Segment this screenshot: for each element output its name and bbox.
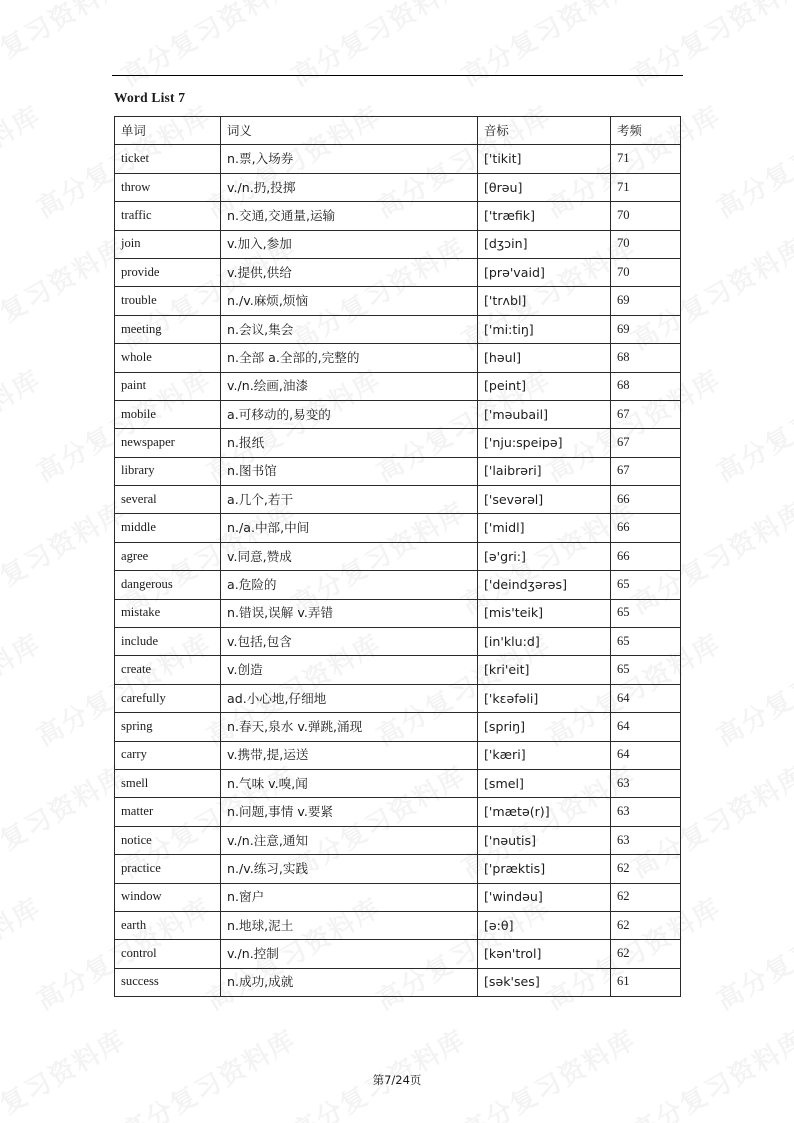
cell-frequency: 65 xyxy=(611,599,681,627)
cell-word: mobile xyxy=(115,400,221,428)
cell-frequency: 71 xyxy=(611,145,681,173)
cell-word: meeting xyxy=(115,315,221,343)
cell-phonetic: [həul] xyxy=(478,344,611,372)
cell-phonetic: [smel] xyxy=(478,769,611,797)
cell-frequency: 67 xyxy=(611,429,681,457)
table-row xyxy=(115,173,681,201)
cell-meaning: n.问题,事情 v.要紧 xyxy=(221,798,478,826)
cell-meaning: v./n.扔,投掷 xyxy=(221,173,478,201)
cell-word: middle xyxy=(115,514,221,542)
table-row xyxy=(115,684,681,712)
table-row xyxy=(115,656,681,684)
cell-word: join xyxy=(115,230,221,258)
cell-meaning: v./n.注意,通知 xyxy=(221,826,478,854)
cell-word: paint xyxy=(115,372,221,400)
cell-phonetic: ['nəutis] xyxy=(478,826,611,854)
cell-word: traffic xyxy=(115,202,221,230)
cell-word: smell xyxy=(115,769,221,797)
header-rule xyxy=(112,75,683,76)
table-row xyxy=(115,344,681,372)
cell-phonetic: ['tikit] xyxy=(478,145,611,173)
cell-phonetic: ['kæri] xyxy=(478,741,611,769)
cell-word: practice xyxy=(115,855,221,883)
cell-meaning: v.携带,提,运送 xyxy=(221,741,478,769)
cell-meaning: n.春天,泉水 v.弹跳,涌现 xyxy=(221,713,478,741)
table-row xyxy=(115,287,681,315)
table-row xyxy=(115,968,681,996)
table-row xyxy=(115,911,681,939)
table-row xyxy=(115,400,681,428)
column-header-phonetic: 音标 xyxy=(478,117,611,145)
cell-frequency: 66 xyxy=(611,514,681,542)
column-header-word: 单词 xyxy=(115,117,221,145)
cell-word: mistake xyxy=(115,599,221,627)
cell-frequency: 62 xyxy=(611,855,681,883)
table-row xyxy=(115,202,681,230)
cell-word: trouble xyxy=(115,287,221,315)
cell-phonetic: ['trʌbl] xyxy=(478,287,611,315)
cell-meaning: n./a.中部,中间 xyxy=(221,514,478,542)
cell-meaning: n.票,入场券 xyxy=(221,145,478,173)
table-row xyxy=(115,571,681,599)
cell-phonetic: ['sevərəl] xyxy=(478,486,611,514)
table-row xyxy=(115,145,681,173)
cell-meaning: n./v.练习,实践 xyxy=(221,855,478,883)
column-header-frequency: 考频 xyxy=(611,117,681,145)
cell-phonetic: ['məubail] xyxy=(478,400,611,428)
cell-meaning: n.窗户 xyxy=(221,883,478,911)
cell-word: newspaper xyxy=(115,429,221,457)
cell-meaning: n./v.麻烦,烦恼 xyxy=(221,287,478,315)
cell-word: dangerous xyxy=(115,571,221,599)
cell-word: carry xyxy=(115,741,221,769)
cell-meaning: a.危险的 xyxy=(221,571,478,599)
cell-phonetic: [peint] xyxy=(478,372,611,400)
table-row xyxy=(115,372,681,400)
cell-frequency: 68 xyxy=(611,344,681,372)
cell-frequency: 63 xyxy=(611,769,681,797)
cell-meaning: n.气味 v.嗅,闻 xyxy=(221,769,478,797)
table-header-row xyxy=(115,117,681,145)
cell-frequency: 67 xyxy=(611,400,681,428)
cell-phonetic: [spriŋ] xyxy=(478,713,611,741)
cell-phonetic: ['laibrəri] xyxy=(478,457,611,485)
table-row xyxy=(115,855,681,883)
cell-word: whole xyxy=(115,344,221,372)
cell-frequency: 65 xyxy=(611,656,681,684)
cell-phonetic: ['kɛəfəli] xyxy=(478,684,611,712)
table-row xyxy=(115,940,681,968)
cell-meaning: n.交通,交通量,运输 xyxy=(221,202,478,230)
column-header-meaning: 词义 xyxy=(221,117,478,145)
table-row xyxy=(115,542,681,570)
cell-frequency: 70 xyxy=(611,258,681,286)
cell-frequency: 66 xyxy=(611,542,681,570)
page-title: Word List 7 xyxy=(114,90,186,105)
cell-phonetic: ['mætə(r)] xyxy=(478,798,611,826)
cell-frequency: 65 xyxy=(611,628,681,656)
cell-meaning: v.加入,参加 xyxy=(221,230,478,258)
table-row xyxy=(115,514,681,542)
cell-frequency: 62 xyxy=(611,883,681,911)
cell-frequency: 70 xyxy=(611,202,681,230)
cell-phonetic: ['præktis] xyxy=(478,855,611,883)
cell-meaning: v./n.绘画,油漆 xyxy=(221,372,478,400)
cell-meaning: n.错误,误解 v.弄错 xyxy=(221,599,478,627)
cell-word: library xyxy=(115,457,221,485)
cell-meaning: n.全部 a.全部的,完整的 xyxy=(221,344,478,372)
cell-word: agree xyxy=(115,542,221,570)
table-row xyxy=(115,741,681,769)
cell-frequency: 69 xyxy=(611,287,681,315)
cell-word: throw xyxy=(115,173,221,201)
cell-frequency: 67 xyxy=(611,457,681,485)
cell-meaning: v./n.控制 xyxy=(221,940,478,968)
cell-word: carefully xyxy=(115,684,221,712)
cell-phonetic: [prə'vaid] xyxy=(478,258,611,286)
cell-phonetic: [mis'teik] xyxy=(478,599,611,627)
cell-meaning: n.报纸 xyxy=(221,429,478,457)
cell-phonetic: ['deindʒərəs] xyxy=(478,571,611,599)
cell-phonetic: [sək'ses] xyxy=(478,968,611,996)
cell-word: earth xyxy=(115,911,221,939)
cell-phonetic: [kən'trol] xyxy=(478,940,611,968)
cell-phonetic: ['mi:tiŋ] xyxy=(478,315,611,343)
table-row xyxy=(115,486,681,514)
table-row xyxy=(115,599,681,627)
cell-frequency: 64 xyxy=(611,713,681,741)
cell-word: matter xyxy=(115,798,221,826)
cell-frequency: 62 xyxy=(611,940,681,968)
table-row xyxy=(115,429,681,457)
cell-meaning: v.创造 xyxy=(221,656,478,684)
cell-word: ticket xyxy=(115,145,221,173)
cell-meaning: v.包括,包含 xyxy=(221,628,478,656)
table-body xyxy=(115,145,681,997)
cell-word: control xyxy=(115,940,221,968)
cell-frequency: 69 xyxy=(611,315,681,343)
cell-frequency: 63 xyxy=(611,826,681,854)
cell-frequency: 70 xyxy=(611,230,681,258)
cell-frequency: 64 xyxy=(611,684,681,712)
cell-word: spring xyxy=(115,713,221,741)
cell-meaning: n.会议,集会 xyxy=(221,315,478,343)
cell-word: include xyxy=(115,628,221,656)
table-row xyxy=(115,826,681,854)
cell-phonetic: [θrəu] xyxy=(478,173,611,201)
table-row xyxy=(115,230,681,258)
word-list-table xyxy=(114,116,681,997)
cell-phonetic: [in'klu:d] xyxy=(478,628,611,656)
cell-word: provide xyxy=(115,258,221,286)
cell-word: window xyxy=(115,883,221,911)
cell-phonetic: [dʒɔin] xyxy=(478,230,611,258)
table-row xyxy=(115,457,681,485)
cell-phonetic: ['windəu] xyxy=(478,883,611,911)
table-row xyxy=(115,769,681,797)
cell-frequency: 66 xyxy=(611,486,681,514)
table-row xyxy=(115,883,681,911)
cell-word: several xyxy=(115,486,221,514)
cell-meaning: a.几个,若干 xyxy=(221,486,478,514)
cell-meaning: ad.小心地,仔细地 xyxy=(221,684,478,712)
cell-phonetic: ['nju:speipə] xyxy=(478,429,611,457)
table-row xyxy=(115,258,681,286)
cell-meaning: a.可移动的,易变的 xyxy=(221,400,478,428)
cell-meaning: n.图书馆 xyxy=(221,457,478,485)
cell-frequency: 62 xyxy=(611,911,681,939)
cell-frequency: 61 xyxy=(611,968,681,996)
cell-word: success xyxy=(115,968,221,996)
cell-frequency: 64 xyxy=(611,741,681,769)
cell-frequency: 71 xyxy=(611,173,681,201)
cell-word: notice xyxy=(115,826,221,854)
cell-frequency: 65 xyxy=(611,571,681,599)
table-row xyxy=(115,798,681,826)
cell-phonetic: ['træfik] xyxy=(478,202,611,230)
page-footer: 第7/24页 xyxy=(372,1073,422,1087)
cell-meaning: n.地球,泥土 xyxy=(221,911,478,939)
table-row xyxy=(115,628,681,656)
table-row xyxy=(115,713,681,741)
cell-frequency: 68 xyxy=(611,372,681,400)
cell-meaning: v.提供,供给 xyxy=(221,258,478,286)
cell-meaning: n.成功,成就 xyxy=(221,968,478,996)
cell-meaning: v.同意,赞成 xyxy=(221,542,478,570)
cell-phonetic: ['midl] xyxy=(478,514,611,542)
cell-phonetic: [ə'gri:] xyxy=(478,542,611,570)
table-row xyxy=(115,315,681,343)
cell-frequency: 63 xyxy=(611,798,681,826)
cell-phonetic: [kri'eit] xyxy=(478,656,611,684)
cell-phonetic: [ə:θ] xyxy=(478,911,611,939)
cell-word: create xyxy=(115,656,221,684)
